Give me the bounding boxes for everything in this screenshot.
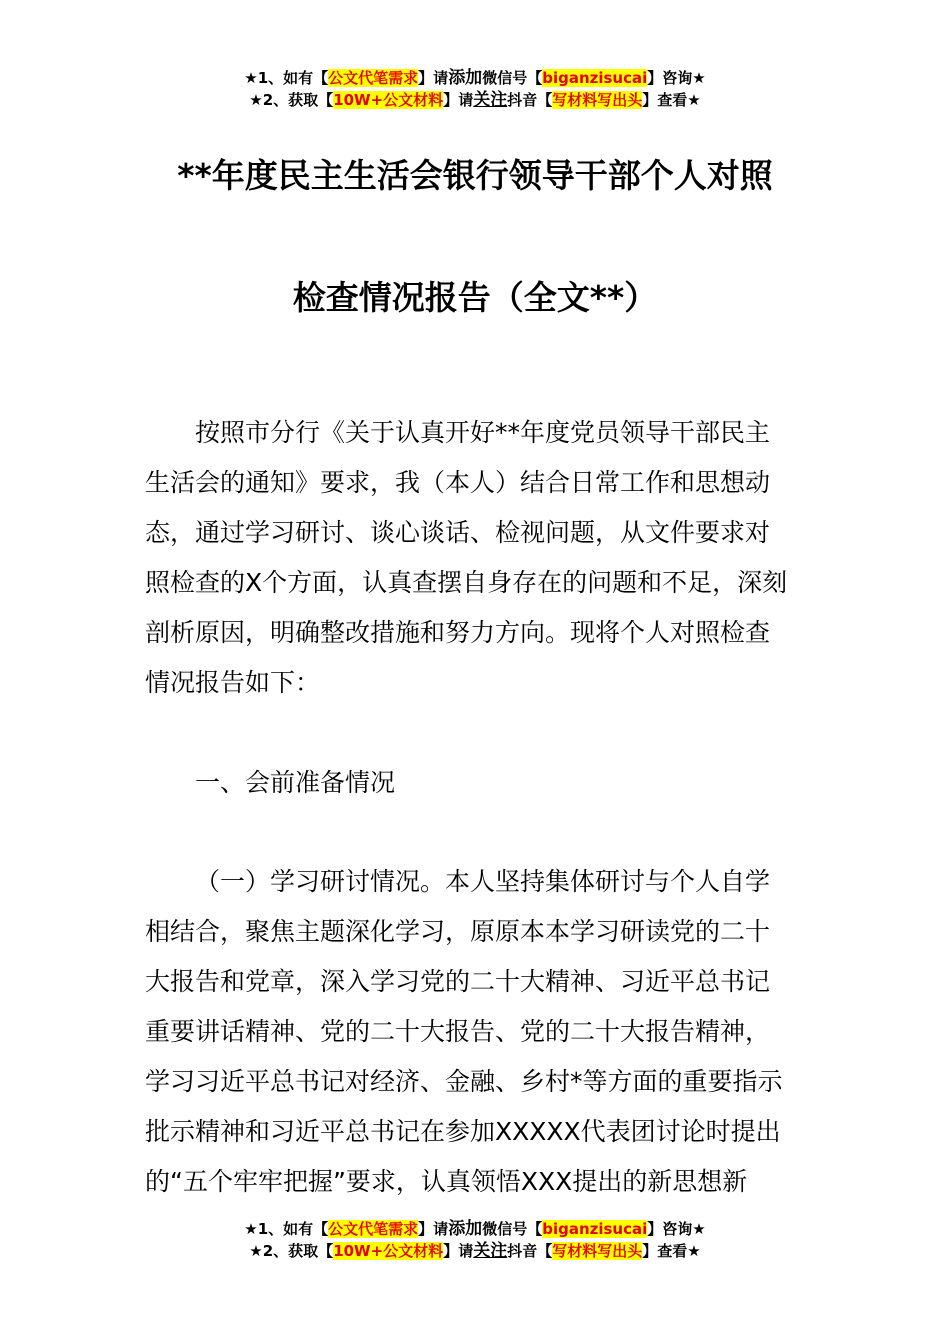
banner-text: 】咨询★	[647, 69, 706, 87]
text-line: 照检查的X个方面，认真查摆自身存在的问题和不足，深刻	[145, 568, 788, 597]
banner-text: 】查看★	[642, 1242, 701, 1260]
intro-paragraph	[145, 408, 810, 708]
banner-text: 】请	[443, 91, 474, 109]
banner-text: 抖音【	[507, 91, 553, 109]
text-line: （一）学习研讨情况。本人坚持集体研讨与个人自学	[195, 867, 771, 896]
banner-emphasis: 关注	[473, 1241, 508, 1261]
banner-highlight: 公文代笔需求	[328, 69, 419, 87]
banner-highlight: 公文代笔需求	[328, 1220, 419, 1238]
text-line: 批示精神和习近平总书记在参加XXXXX代表团讨论时提出	[145, 1117, 781, 1146]
banner-text: 】请	[418, 1220, 449, 1238]
banner-text: 】咨询★	[647, 1220, 706, 1238]
banner-wechat-id: biganzisucai	[542, 1220, 648, 1238]
text-line: 重要讲话精神、党的二十大报告、党的二十大报告精神，	[145, 1017, 771, 1046]
banner-emphasis: 添加	[448, 1219, 483, 1239]
header-banner-line-1	[0, 67, 950, 89]
text-line: 大报告和党章，深入学习党的二十大精神、习近平总书记	[145, 967, 771, 996]
banner-wechat-id: biganzisucai	[542, 69, 648, 87]
banner-highlight: 10W+公文材料	[333, 1242, 444, 1260]
footer-banner-line-1	[0, 1218, 950, 1240]
banner-text: 微信号【	[482, 69, 543, 87]
banner-text: 抖音【	[507, 1242, 553, 1260]
header-banner-line-2	[0, 89, 950, 111]
text-line: 按照市分行《关于认真开好**年度党员领导干部民主	[195, 418, 771, 447]
banner-emphasis: 关注	[473, 90, 508, 110]
text-line: 剖析原因，明确整改措施和努力方向。现将个人对照检查	[145, 618, 771, 647]
text-line: 生活会的通知》要求，我（本人）结合日常工作和思想动	[145, 468, 771, 497]
text-line: 情况报告如下：	[145, 668, 321, 697]
header-banner	[0, 67, 950, 111]
document-title-line-2: 检查情况报告（全文**）	[292, 278, 658, 317]
subsection-paragraph	[145, 857, 810, 1207]
banner-text: ★2、获取【	[249, 91, 334, 109]
banner-text: 】请	[443, 1242, 474, 1260]
text-line: 相结合，聚焦主题深化学习，原原本本学习研读党的二十	[145, 917, 771, 946]
banner-text: 】查看★	[642, 91, 701, 109]
footer-banner	[0, 1218, 950, 1262]
document-title-line-1: **年度民主生活会银行领导干部个人对照	[177, 156, 773, 195]
text-line: 态，通过学习研讨、谈心谈话、检视问题，从文件要求对	[145, 518, 771, 547]
banner-douyin-id: 写材料写出头	[552, 91, 643, 109]
banner-text: 】请	[418, 69, 449, 87]
banner-emphasis: 添加	[448, 68, 483, 88]
banner-douyin-id: 写材料写出头	[552, 1242, 643, 1260]
banner-text: 微信号【	[482, 1220, 543, 1238]
footer-banner-line-2	[0, 1240, 950, 1262]
banner-highlight: 10W+公文材料	[333, 91, 444, 109]
section-heading: 一、会前准备情况	[195, 768, 396, 797]
banner-text: ★1、如有【	[244, 1220, 329, 1238]
text-line: 的“五个牢牢把握”要求，认真领悟XXX提出的新思想新	[145, 1167, 748, 1196]
banner-text: ★1、如有【	[244, 69, 329, 87]
banner-text: ★2、获取【	[249, 1242, 334, 1260]
text-line: 学习习近平总书记对经济、金融、乡村*等方面的重要指示	[145, 1067, 783, 1096]
